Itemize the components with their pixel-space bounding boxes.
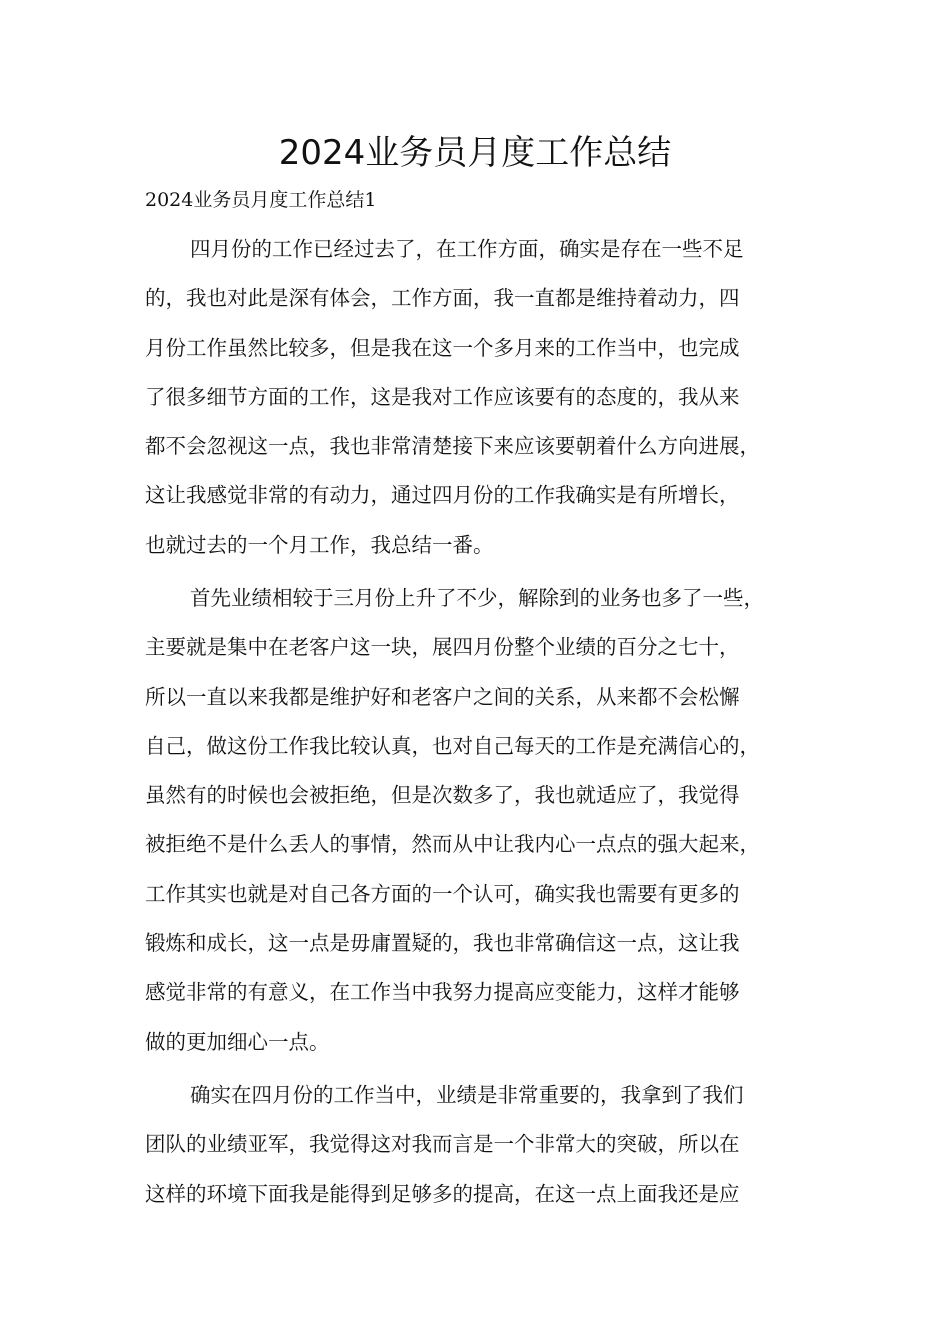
paragraph-line: 团队的业绩亚军，我觉得这对我而言是一个非常大的突破，所以在	[145, 1132, 740, 1157]
paragraph-line: 锻炼和成长，这一点是毋庸置疑的，我也非常确信这一点，这让我	[145, 931, 740, 956]
paragraph-line: 主要就是集中在老客户这一块，展四月份整个业绩的百分之七十，	[145, 635, 740, 660]
paragraph-line: 都不会忽视这一点，我也非常清楚接下来应该要朝着什么方向进展，	[145, 434, 760, 459]
paragraph-line: 四月份的工作已经过去了，在工作方面，确实是存在一些不足	[190, 237, 744, 261]
paragraph-line: 做的更加细心一点。	[145, 1029, 330, 1054]
section-heading: 2024业务员月度工作总结1	[145, 189, 377, 211]
paragraph-3	[145, 1071, 825, 1219]
paragraph-line: 的，我也对此是深有体会，工作方面，我一直都是维持着动力，四	[145, 286, 740, 311]
paragraph-line: 这样的环境下面我是能得到足够多的提高，在这一点上面我还是应	[145, 1181, 740, 1206]
paragraph-line: 月份工作虽然比较多，但是我在这一个多月来的工作当中，也完成	[145, 335, 740, 360]
document-title: 2024业务员月度工作总结	[278, 133, 672, 173]
paragraph-1	[145, 225, 825, 570]
paragraph-line: 工作其实也就是对自己各方面的一个认可，确实我也需要有更多的	[145, 881, 740, 906]
paragraph-line: 被拒绝不是什么丢人的事情，然而从中让我内心一点点的强大起来，	[145, 832, 760, 857]
paragraph-line: 虽然有的时候也会被拒绝，但是次数多了，我也就适应了，我觉得	[145, 783, 740, 808]
paragraph-2	[145, 574, 825, 1067]
paragraph-line: 了很多细节方面的工作，这是我对工作应该要有的态度的，我从来	[145, 384, 740, 409]
paragraph-line: 所以一直以来我都是维护好和老客户之间的关系，从来都不会松懈	[145, 684, 740, 709]
paragraph-line: 确实在四月份的工作当中，业绩是非常重要的，我拿到了我们	[190, 1083, 744, 1107]
paragraph-line: 这让我感觉非常的有动力，通过四月份的工作我确实是有所增长，	[145, 483, 740, 508]
paragraph-line: 自己，做这份工作我比较认真，也对自己每天的工作是充满信心的，	[145, 733, 760, 758]
paragraph-line: 也就过去的一个月工作，我总结一番。	[145, 532, 494, 557]
paragraph-line: 首先业绩相较于三月份上升了不少，解除到的业务也多了一些，	[190, 586, 764, 610]
paragraph-line: 感觉非常的有意义，在工作当中我努力提高应变能力，这样才能够	[145, 980, 740, 1005]
